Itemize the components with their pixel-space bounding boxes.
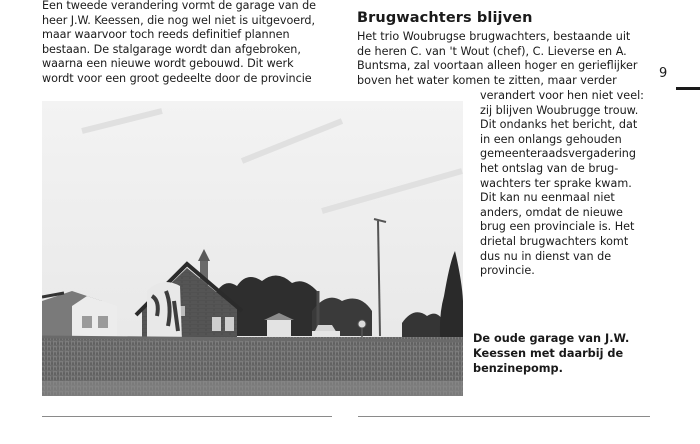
wrapped-column-text	[480, 89, 655, 279]
left-column-text	[42, 0, 342, 87]
page-number: 9	[659, 66, 668, 81]
text-line: dus nu in dienst van de	[480, 249, 612, 263]
text-line: boven het water komen te zitten, maar verder	[357, 73, 617, 87]
garage-photo	[42, 101, 463, 396]
text-line: Een tweede verandering vormt de garage van de	[42, 0, 316, 12]
text-line: gemeenteraadsvergadering	[480, 147, 636, 161]
footer-rule-left	[42, 416, 332, 417]
photo-caption	[473, 332, 663, 376]
text-line: anders, omdat de nieuwe	[480, 205, 623, 219]
text-line: de heren C. van 't Wout (chef), C. Lieverse en A.	[357, 44, 627, 58]
text-line: wordt voor een groot gedeelte door de provincie	[42, 71, 312, 85]
right-column-text	[357, 30, 652, 88]
page-tab-marker	[676, 87, 700, 90]
text-line: drietal brugwachters komt	[480, 234, 629, 248]
text-line: wachters ter sprake kwam.	[480, 176, 632, 190]
caption-line: benzinepomp.	[473, 361, 563, 375]
caption-line: Keessen met daarbij de	[473, 346, 624, 360]
caption-line: De oude garage van J.W.	[473, 332, 630, 345]
text-line: maar waarvoor toch reeds definitief plannen	[42, 28, 290, 42]
section-heading: Brugwachters blijven	[357, 10, 533, 26]
footer-rule-right	[358, 416, 650, 417]
text-line: Buntsma, zal voortaan alleen hoger en gerieflijker	[357, 59, 638, 73]
text-line: Het trio Woubrugse brugwachters, bestaande uit	[357, 30, 631, 43]
text-line: het ontslag van de brug-	[480, 161, 619, 175]
text-line: verandert voor hen niet veel:	[480, 89, 644, 102]
text-line: Dit ondanks het bericht, dat	[480, 118, 638, 132]
text-line: in een onlangs gehouden	[480, 132, 622, 146]
text-line: zij blijven Woubrugge trouw.	[480, 103, 639, 117]
text-line: brug een provinciale is. Het	[480, 220, 635, 234]
text-line: bestaan. De stalgarage wordt dan afgebroken,	[42, 42, 301, 56]
text-line: Dit kan nu eenmaal niet	[480, 191, 615, 205]
text-line: heer J.W. Keessen, die nog wel niet is uitgevoerd,	[42, 13, 315, 27]
text-line: waarna een nieuwe wordt gebouwd. Dit werk	[42, 57, 294, 71]
text-line: provincie.	[480, 264, 535, 278]
